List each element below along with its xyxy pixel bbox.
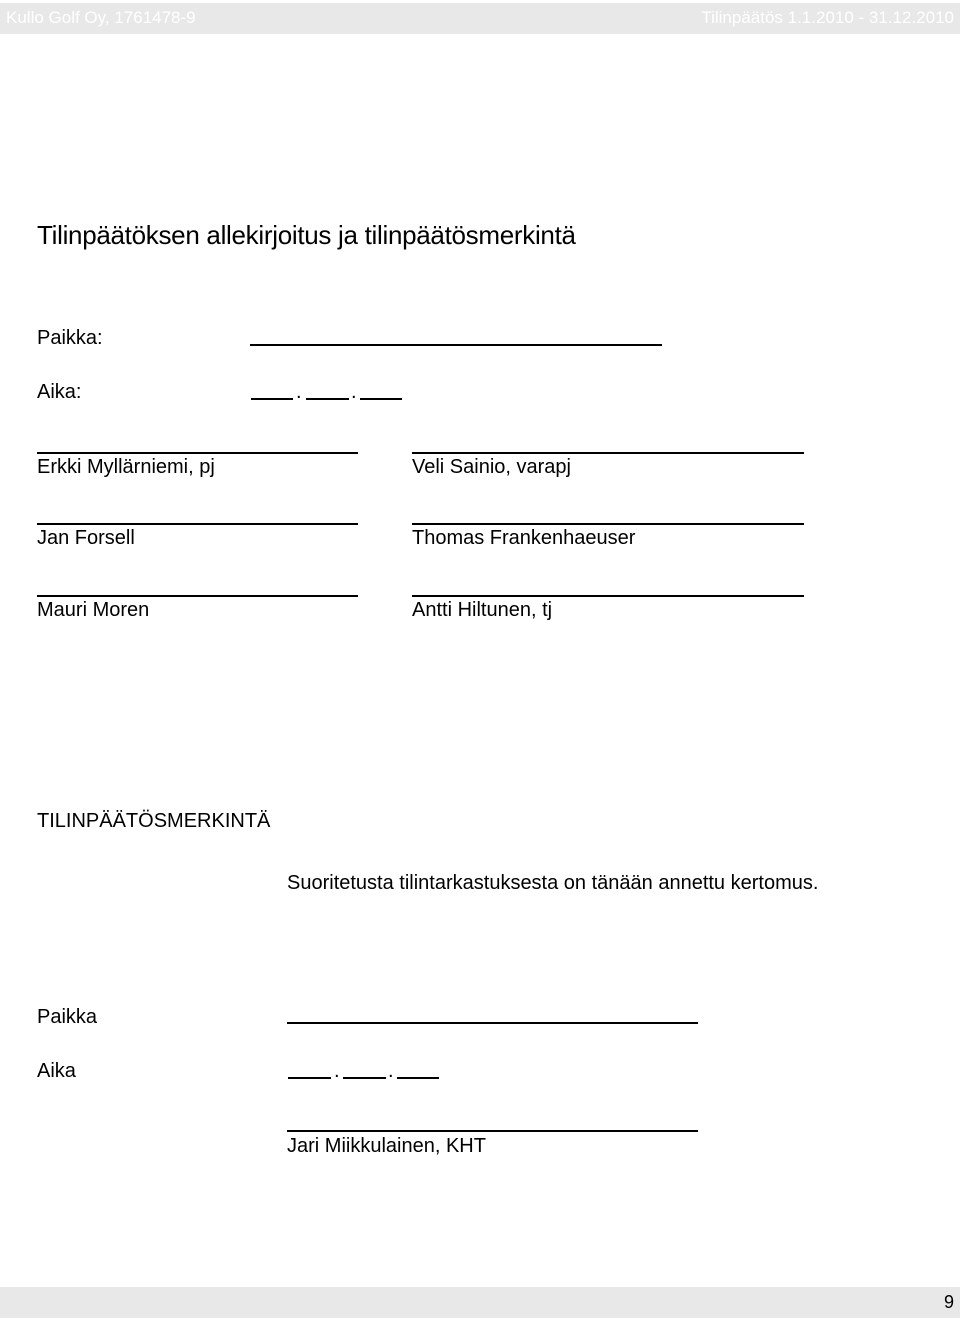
page-number: 9	[943, 1292, 954, 1312]
place-signature-line	[250, 344, 662, 346]
audit-date-separator-2: .	[388, 1060, 394, 1082]
page-title: Tilinpäätöksen allekirjoitus ja tilinpäätösmerkintä	[37, 220, 576, 250]
time-label: Aika:	[37, 381, 82, 403]
date-separator-2: .	[351, 381, 357, 403]
signature-line	[37, 523, 358, 525]
audit-place-line	[287, 1022, 698, 1024]
audit-time-label: Aika	[37, 1060, 76, 1082]
audit-date-day-line	[288, 1077, 331, 1079]
audit-date-month-line	[343, 1077, 386, 1079]
signature-line	[37, 452, 358, 454]
date-month-line	[306, 398, 349, 400]
signature-line	[412, 523, 804, 525]
date-year-line	[360, 398, 402, 400]
auditor-signature-line	[287, 1130, 698, 1132]
signatory-name: Thomas Frankenhaeuser	[412, 527, 636, 549]
auditor-name: Jari Miikkulainen, KHT	[287, 1135, 486, 1157]
header-company: Kullo Golf Oy, 1761478-9	[6, 8, 196, 27]
header-period: Tilinpäätös 1.1.2010 - 31.12.2010	[701, 8, 954, 27]
audit-heading: TILINPÄÄTÖSMERKINTÄ	[37, 810, 271, 832]
signature-line	[412, 452, 804, 454]
signatory-name: Jan Forsell	[37, 527, 135, 549]
signatory-name: Erkki Myllärniemi, pj	[37, 456, 215, 478]
signature-line	[412, 595, 804, 597]
audit-date-separator-1: .	[334, 1060, 340, 1082]
place-label: Paikka:	[37, 327, 103, 349]
signature-line	[37, 595, 358, 597]
signatory-name: Mauri Moren	[37, 599, 150, 621]
audit-statement: Suoritetusta tilintarkastuksesta on tänään annettu kertomus.	[287, 872, 819, 894]
date-day-line	[251, 398, 293, 400]
footer-bar	[0, 1287, 960, 1318]
signatory-name: Antti Hiltunen, tj	[412, 599, 553, 621]
audit-date-year-line	[397, 1077, 439, 1079]
audit-place-label: Paikka	[37, 1006, 98, 1028]
date-separator-1: .	[296, 381, 302, 403]
signatory-name: Veli Sainio, varapj	[412, 456, 571, 478]
